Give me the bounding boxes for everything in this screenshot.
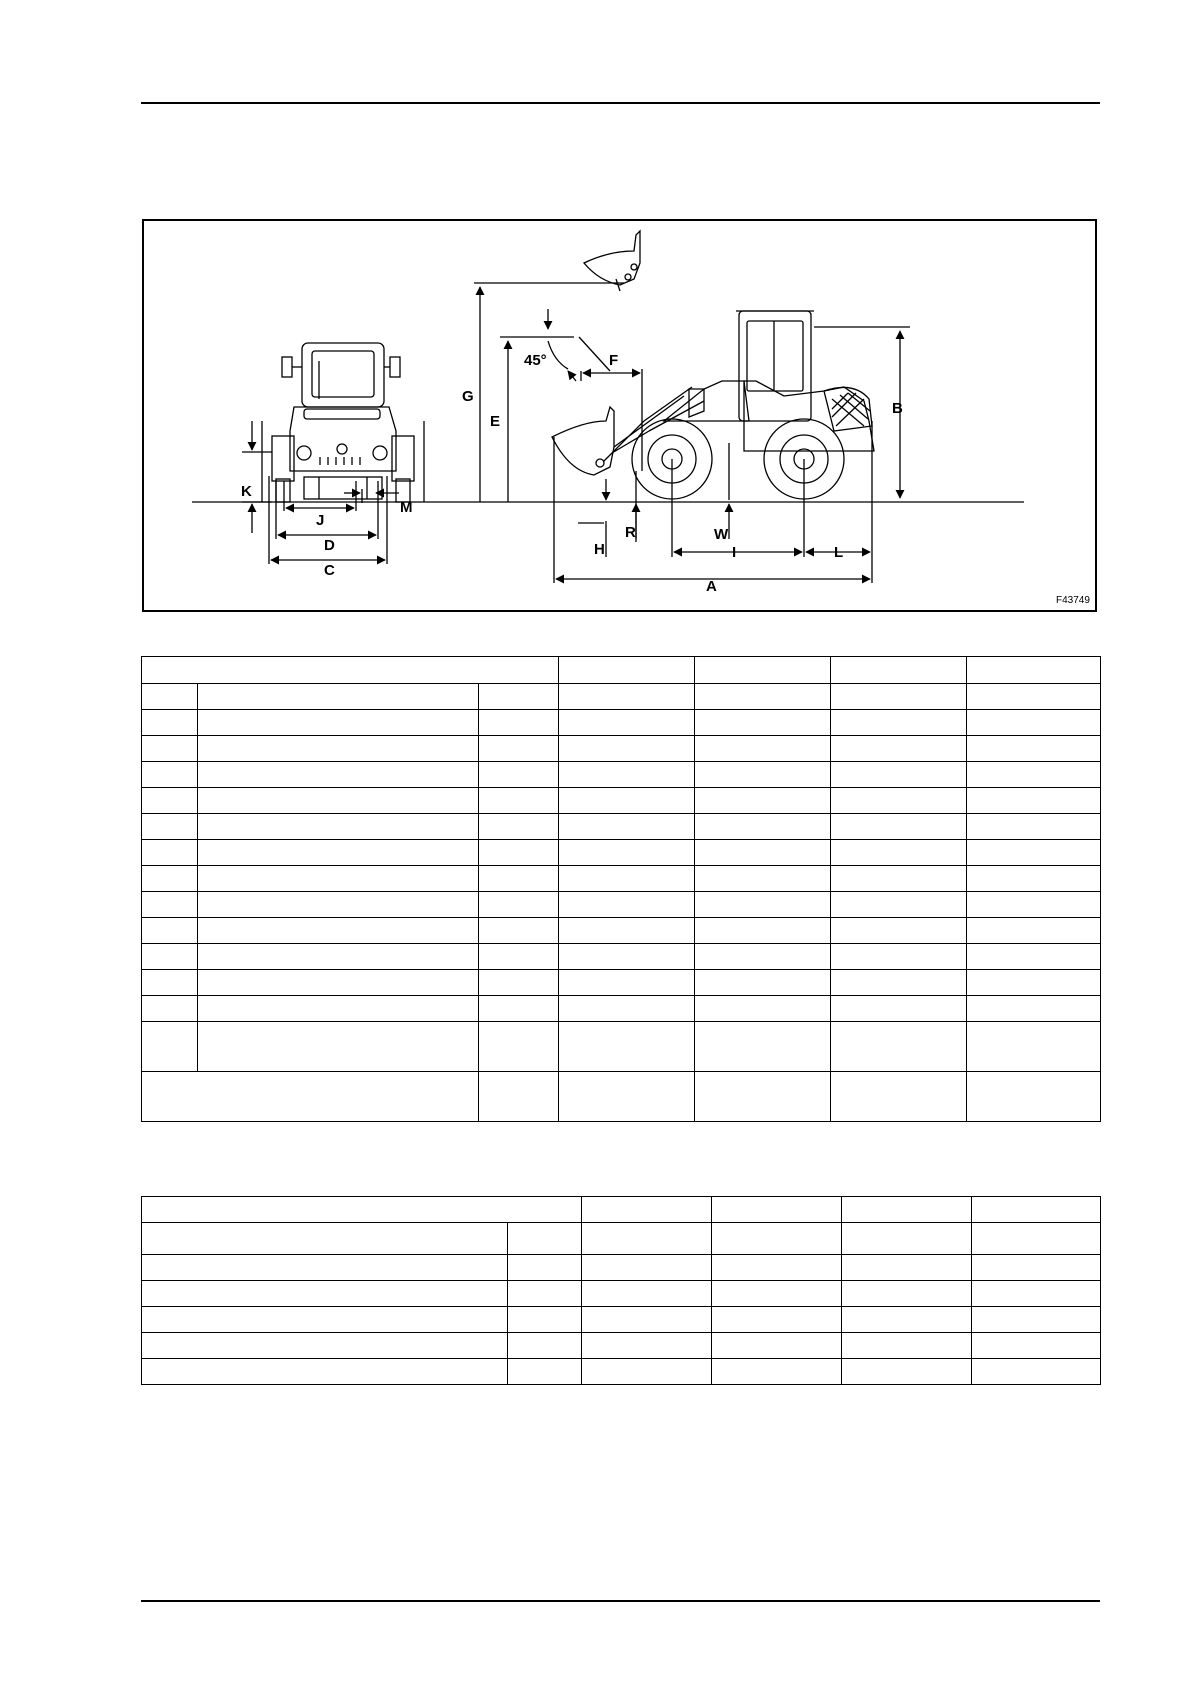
dim-label-k: K bbox=[241, 483, 252, 500]
table-row bbox=[142, 788, 1101, 814]
table-row bbox=[142, 1281, 1101, 1307]
table-row bbox=[142, 840, 1101, 866]
table-row bbox=[142, 657, 1101, 684]
header-rule bbox=[141, 102, 1100, 104]
figure-id: F43749 bbox=[1056, 595, 1090, 606]
table-row bbox=[142, 736, 1101, 762]
table-row bbox=[142, 866, 1101, 892]
dim-label-m: M bbox=[400, 499, 413, 516]
dim-label-e: E bbox=[490, 413, 501, 430]
table-row bbox=[142, 1223, 1101, 1255]
table-row bbox=[142, 1307, 1101, 1333]
table-row bbox=[142, 762, 1101, 788]
dimensions-table bbox=[141, 656, 1101, 1122]
dim-label-b: B bbox=[892, 400, 903, 417]
weights-table bbox=[141, 1196, 1101, 1385]
table-row bbox=[142, 1255, 1101, 1281]
front-view-loader bbox=[262, 343, 424, 502]
dimension-figure bbox=[142, 219, 1097, 612]
table-row bbox=[142, 944, 1101, 970]
angle-label: 45° bbox=[524, 352, 547, 369]
table-row bbox=[142, 814, 1101, 840]
side-view-loader bbox=[552, 311, 874, 499]
table-row bbox=[142, 684, 1101, 710]
dim-label-w: W bbox=[714, 526, 729, 543]
footer-rule bbox=[141, 1600, 1100, 1602]
table-row bbox=[142, 1359, 1101, 1385]
table-row bbox=[142, 918, 1101, 944]
raised-bucket bbox=[584, 231, 640, 291]
dim-label-j: J bbox=[316, 512, 325, 529]
table-row bbox=[142, 1022, 1101, 1072]
table-row bbox=[142, 996, 1101, 1022]
table-row bbox=[142, 1072, 1101, 1122]
table-row bbox=[142, 892, 1101, 918]
dim-label-i: I bbox=[732, 544, 737, 561]
dim-label-c: C bbox=[324, 562, 335, 579]
dim-label-l: L bbox=[834, 544, 844, 561]
dim-label-g: G bbox=[462, 388, 474, 405]
table-row bbox=[142, 1333, 1101, 1359]
dim-label-r: R bbox=[625, 524, 636, 541]
table-row bbox=[142, 710, 1101, 736]
table-row bbox=[142, 1197, 1101, 1223]
dim-label-d: D bbox=[324, 537, 335, 554]
dim-label-f: F bbox=[609, 352, 619, 369]
dim-label-a: A bbox=[706, 578, 717, 595]
table-row bbox=[142, 970, 1101, 996]
dim-label-h: H bbox=[594, 541, 605, 558]
loader-dimension-drawing bbox=[144, 221, 1095, 610]
